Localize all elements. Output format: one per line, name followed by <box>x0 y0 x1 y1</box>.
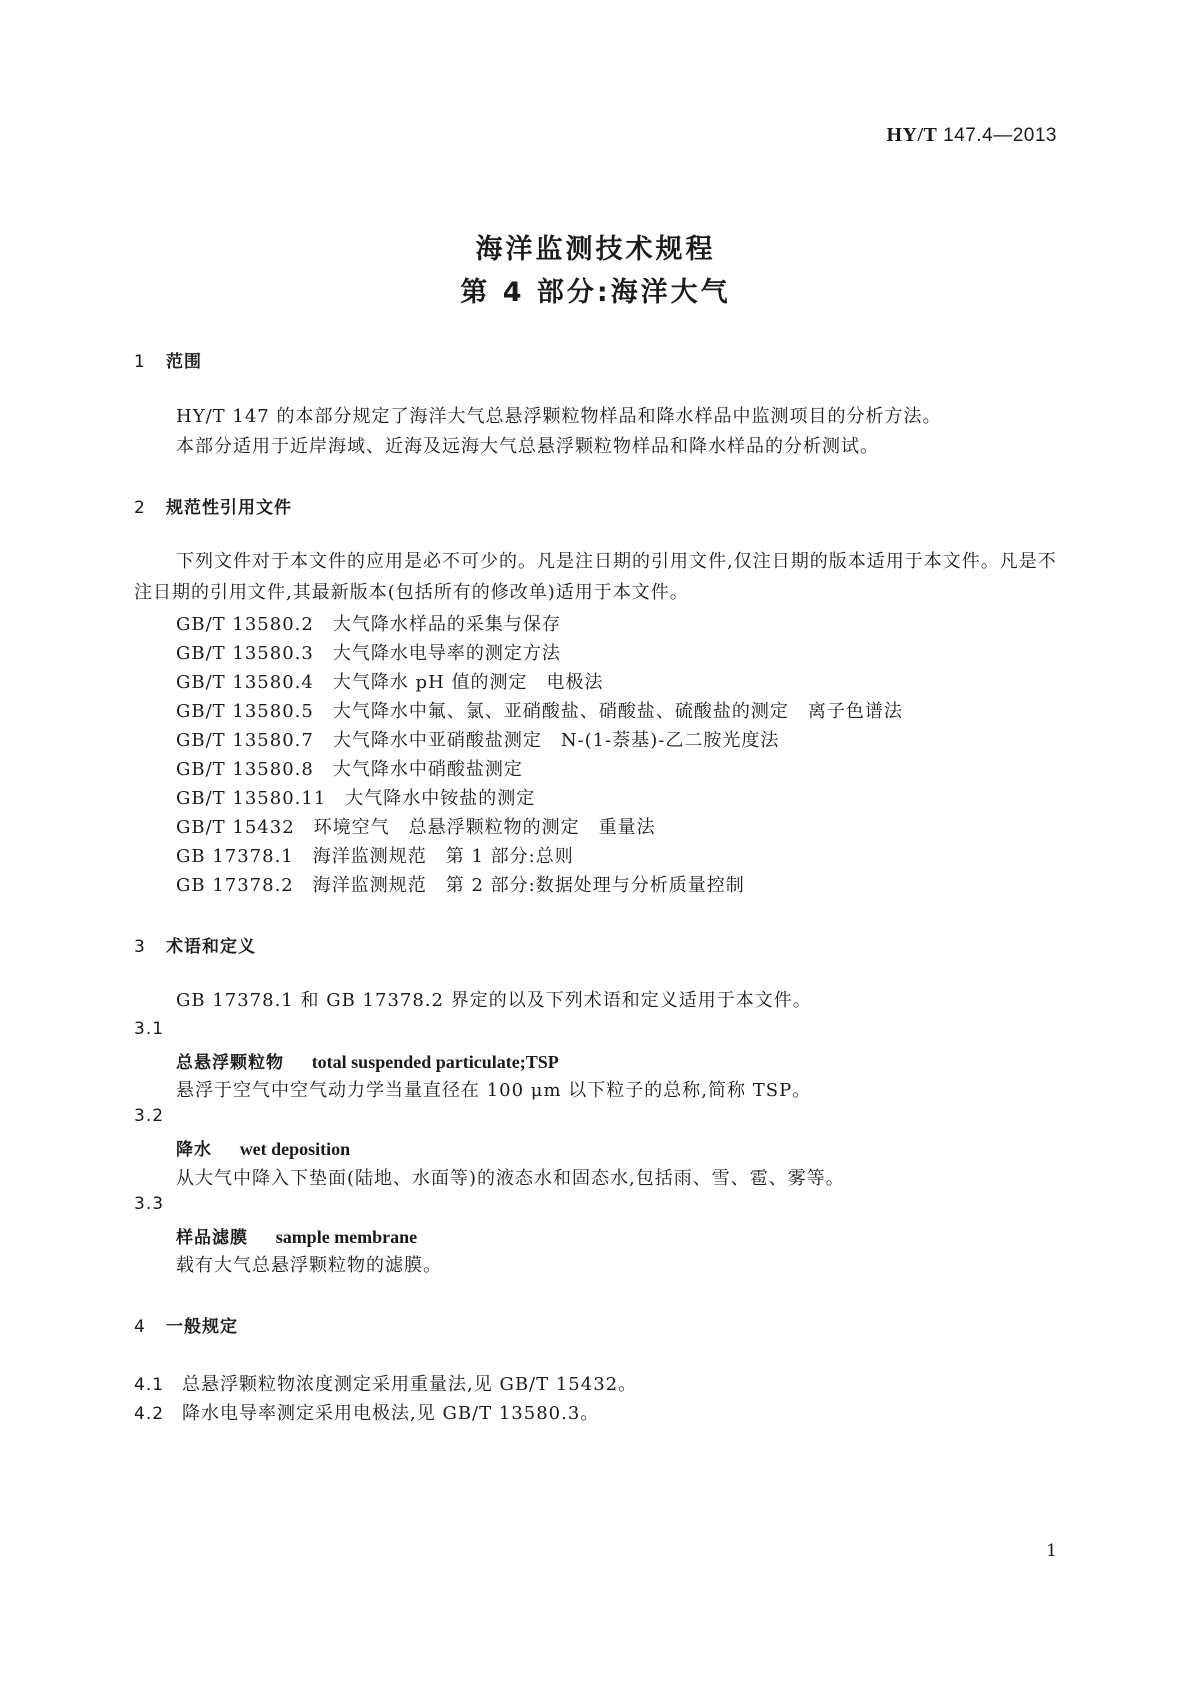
standard-code <box>886 124 1057 147</box>
term-definition: 载有大气总悬浮颗粒物的滤膜。 <box>176 1255 442 1276</box>
term-heading <box>176 1048 559 1073</box>
reference-item: GB/T 13580.11 大气降水中铵盐的测定 <box>176 788 536 809</box>
section-number: 4 <box>134 1317 146 1337</box>
standard-number: 147.4—2013 <box>943 125 1057 146</box>
clause-item <box>134 1370 637 1396</box>
term-heading <box>176 1223 417 1248</box>
term-zh: 降水 <box>176 1140 212 1160</box>
term-zh: 样品滤膜 <box>176 1228 248 1248</box>
term-en: wet deposition <box>239 1139 351 1159</box>
reference-item: GB/T 13580.7 大气降水中亚硝酸盐测定 N-(1-萘基)-乙二胺光度法 <box>176 730 780 751</box>
paragraph: GB 17378.1 和 GB 17378.2 界定的以及下列术语和定义适用于本文件。 <box>176 990 812 1011</box>
paragraph: HY/T 147 的本部分规定了海洋大气总悬浮颗粒物样品和降水样品中监测项目的分析方法。 <box>176 406 942 427</box>
term-en: total suspended particulate;TSP <box>311 1052 559 1072</box>
term-number: 3.3 <box>134 1194 165 1214</box>
term-zh: 总悬浮颗粒物 <box>176 1053 284 1073</box>
term-number: 3.1 <box>134 1019 165 1039</box>
paragraph: 本部分适用于近岸海域、近海及远海大气总悬浮颗粒物样品和降水样品的分析测试。 <box>176 436 879 457</box>
section-title: 一般规定 <box>166 1317 238 1337</box>
page-number: 1 <box>1046 1541 1057 1561</box>
reference-item: GB 17378.2 海洋监测规范 第 2 部分:数据处理与分析质量控制 <box>176 875 745 896</box>
reference-item: GB/T 15432 环境空气 总悬浮颗粒物的测定 重量法 <box>176 817 656 838</box>
term-en: sample membrane <box>275 1227 418 1247</box>
clause-item <box>134 1399 599 1425</box>
section-4-heading <box>134 1312 238 1337</box>
clause-number: 4.2 <box>134 1404 165 1424</box>
paragraph: 下列文件对于本文件的应用是必不可少的。凡是注日期的引用文件,仅注日期的版本适用于本文件。凡是不注日期的引用文件,其最新版本(包括所有的修改单)适用于本文件。 <box>134 551 1057 603</box>
reference-item: GB/T 13580.2 大气降水样品的采集与保存 <box>176 614 561 635</box>
reference-item: GB 17378.1 海洋监测规范 第 1 部分:总则 <box>176 846 574 867</box>
reference-item: GB/T 13580.5 大气降水中氟、氯、亚硝酸盐、硝酸盐、硫酸盐的测定 离子色谱法 <box>176 701 903 722</box>
clause-number: 4.1 <box>134 1375 165 1395</box>
section-2-heading <box>134 493 292 518</box>
clause-text: 降水电导率测定采用电极法,见 GB/T 13580.3。 <box>182 1403 600 1424</box>
document-subtitle: 第 4 部分:海洋大气 <box>460 277 731 308</box>
term-number: 3.2 <box>134 1106 165 1126</box>
term-definition: 悬浮于空气中空气动力学当量直径在 100 μm 以下粒子的总称,简称 TSP。 <box>176 1080 812 1101</box>
term-definition: 从大气中降入下垫面(陆地、水面等)的液态水和固态水,包括雨、雪、雹、雾等。 <box>176 1168 845 1189</box>
section-title: 术语和定义 <box>166 937 256 957</box>
reference-item: GB/T 13580.4 大气降水 pH 值的测定 电极法 <box>176 672 604 693</box>
reference-item: GB/T 13580.3 大气降水电导率的测定方法 <box>176 643 561 664</box>
section-1-heading <box>134 347 202 372</box>
section-number: 2 <box>134 498 146 518</box>
section-number: 3 <box>134 937 146 957</box>
section-title: 范围 <box>166 352 202 372</box>
section-number: 1 <box>134 352 146 372</box>
standard-prefix: HY/T <box>886 124 938 146</box>
reference-item: GB/T 13580.8 大气降水中硝酸盐测定 <box>176 759 523 780</box>
term-heading <box>176 1135 350 1160</box>
clause-text: 总悬浮颗粒物浓度测定采用重量法,见 GB/T 15432。 <box>182 1374 638 1395</box>
document-title: 海洋监测技术规程 <box>475 234 716 265</box>
section-3-heading <box>134 932 256 957</box>
section-title: 规范性引用文件 <box>166 498 292 518</box>
